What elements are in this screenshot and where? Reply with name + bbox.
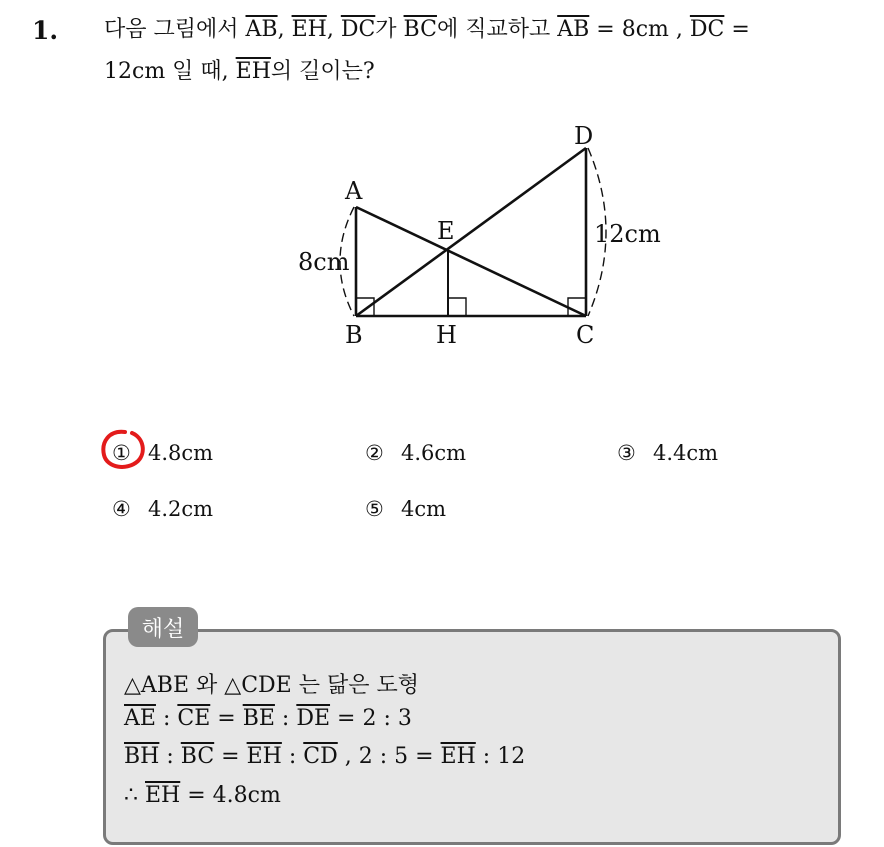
label-a: A <box>345 177 363 205</box>
right-angle-h <box>448 298 466 316</box>
segment-bc: $\overline{BC}$ <box>403 17 437 42</box>
segment-eh: $\overline{EH}$ <box>145 783 181 808</box>
solution-text: : <box>155 706 178 731</box>
segment-de: $\overline{DE}$ <box>296 706 331 731</box>
question-text: 다음 그림에서 <box>104 17 246 42</box>
solution-text: : 12 <box>475 744 526 769</box>
choice-3[interactable] <box>617 441 718 465</box>
choice-text: 4.8cm <box>148 441 214 465</box>
choice-text: 4cm <box>401 497 447 521</box>
question-text: 의 길이는? <box>270 59 375 84</box>
question-text: 에 직교하고 <box>436 17 558 42</box>
solution-text: : <box>281 744 304 769</box>
solution-text: ∴ <box>124 783 145 808</box>
solution-text: , 2 : 5 = <box>337 744 441 769</box>
segment-ab: $\overline{AB}$ <box>557 17 590 42</box>
solution-box <box>103 629 841 845</box>
solution-text: = <box>214 744 247 769</box>
label-dc-length: 12cm <box>594 220 661 248</box>
choice-number: ② <box>365 441 384 465</box>
label-c: C <box>576 321 595 349</box>
question-text: 12cm 일 때, <box>104 59 236 84</box>
solution-text: = 2 : 3 <box>330 706 412 731</box>
solution-line-3 <box>124 744 525 769</box>
choice-text: 4.4cm <box>653 441 719 465</box>
solution-text: : <box>159 744 181 769</box>
question-number: 1. <box>32 16 59 45</box>
choice-text: 4.6cm <box>401 441 467 465</box>
choice-number: ⑤ <box>365 497 384 521</box>
choice-1[interactable] <box>112 441 213 465</box>
geometry-figure <box>0 0 884 420</box>
label-e: E <box>437 217 455 245</box>
segment-eh: $\overline{EH}$ <box>291 17 327 42</box>
solution-text: : <box>274 706 297 731</box>
segment-dc: $\overline{DC}$ <box>340 17 376 42</box>
solution-line-1 <box>124 668 419 699</box>
segment-ce: $\overline{CE}$ <box>177 706 211 731</box>
label-b: B <box>345 321 363 349</box>
choice-2[interactable] <box>365 441 466 465</box>
segment-be: $\overline{BE}$ <box>242 706 275 731</box>
solution-text: = 4.8cm <box>180 783 281 808</box>
choice-number: ① <box>112 441 131 465</box>
choice-4[interactable] <box>112 497 213 521</box>
choice-text: 4.2cm <box>148 497 214 521</box>
solution-tab: 해설 <box>128 607 198 647</box>
label-d: D <box>574 122 594 150</box>
segment-ae: $\overline{AE}$ <box>124 706 156 731</box>
question-text: , <box>277 17 292 42</box>
question-text: , <box>326 17 341 42</box>
segment-eh: $\overline{EH}$ <box>235 59 271 84</box>
segment-dc: $\overline{DC}$ <box>689 17 725 42</box>
segment-eh: $\overline{EH}$ <box>440 744 476 769</box>
choice-5[interactable] <box>365 497 446 521</box>
solution-text: = <box>210 706 243 731</box>
segment-bc: $\overline{BC}$ <box>180 744 215 769</box>
question-text: = <box>724 17 750 42</box>
solution-line-2 <box>124 706 412 731</box>
segment-ab: $\overline{AB}$ <box>245 17 278 42</box>
segment-cd: $\overline{CD}$ <box>303 744 338 769</box>
solution-line-4 <box>124 783 281 808</box>
question-text: 가 <box>375 17 404 42</box>
label-ab-length: 8cm <box>298 248 350 276</box>
segment-bh: $\overline{BH}$ <box>124 744 160 769</box>
question-text: = 8cm , <box>589 17 690 42</box>
choice-number: ③ <box>617 441 636 465</box>
choice-number: ④ <box>112 497 131 521</box>
line-ac <box>356 207 586 316</box>
solution-text: △ABE 와 △CDE 는 닮은 도형 <box>124 673 419 698</box>
line-bd <box>356 148 586 316</box>
segment-eh: $\overline{EH}$ <box>246 744 282 769</box>
label-h: H <box>436 321 457 349</box>
